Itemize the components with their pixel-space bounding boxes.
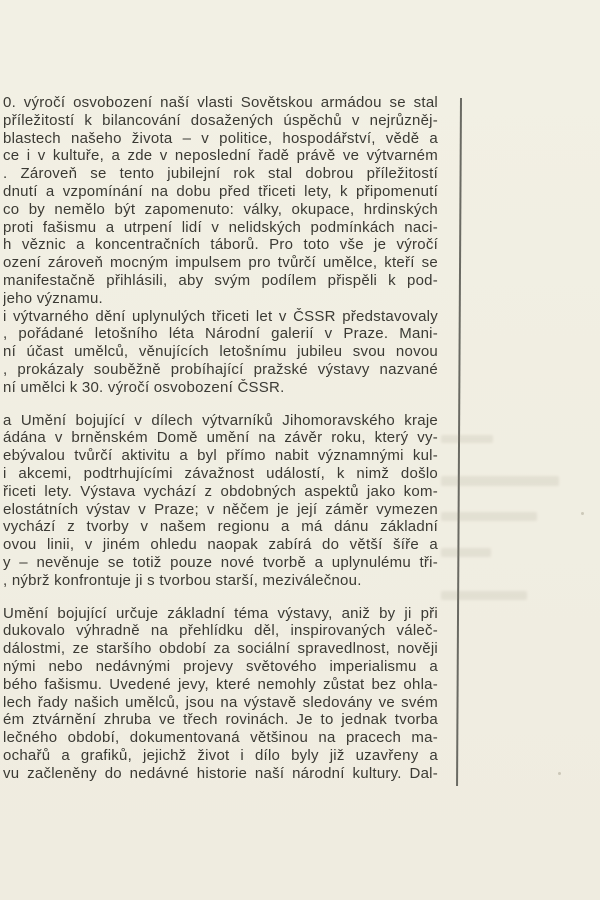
text-line: řiceti lety. Výstava vychází z obdobných aspektů jako kom-	[3, 482, 438, 500]
text-line: dukovalo výhradně na přehlídku děl, inspirovaných váleč-	[3, 622, 438, 640]
text-line: bého fašismu. Uvedené jevy, které nemohly zůstat bez ohla-	[3, 675, 438, 693]
text-line: 0. výročí osvobození naší vlasti Sovětskou armádou se stal	[3, 94, 438, 111]
text-line: ém ztvárnění zhruba ve třech rovinách. Je to jednak tvorba	[3, 711, 438, 729]
ghost-mark	[441, 591, 527, 600]
text-line: , pořádané letošního léta Národní galerií v Praze. Mani-	[3, 325, 438, 343]
text-line: jeho významu.	[3, 289, 103, 307]
text-line: co by nemělo být zapomenuto: války, okupace, hrdinských	[3, 200, 438, 218]
text-line: ovou linii, v jiném ohledu naopak zabírá do větší šíře a	[3, 536, 438, 554]
paragraph	[3, 605, 438, 783]
ghost-mark	[441, 476, 559, 486]
text-line: příležitostí k bilancování dosažených úspěchů v nejrůzněj-	[3, 111, 438, 129]
text-line: proti fašismu a utrpení lidí v nelidských podmínkách naci-	[3, 218, 438, 236]
text-line: i akcemi, podtrhujícími závažnost událostí, k nimž došlo	[3, 464, 438, 482]
ghost-mark	[441, 435, 493, 443]
text-line: y – nevěnuje se totiž pouze nové tvorbě a uplynulému tři-	[3, 553, 438, 571]
text-line: vychází z tvorby v našem regionu a má dánu základní	[3, 518, 438, 536]
text-line: ní účast umělců, věnujících letošnímu jubileu svou novou	[3, 343, 438, 361]
text-line: ochařů a grafiků, jejichž život i dílo byly již uzavřeny a	[3, 746, 438, 764]
text-line: manifestačně přihlásili, aby svým podílem přispěli k pod-	[3, 271, 438, 289]
text-line: lečného období, dokumentovaná většinou na pracech ma-	[3, 729, 438, 747]
text-line: Umění bojující určuje základní téma výstavy, aniž by ji při	[3, 604, 438, 622]
paper-speck	[581, 512, 584, 515]
paragraph	[3, 412, 438, 590]
text-line: ádána v brněnském Domě umění na závěr roku, který vy-	[3, 429, 438, 447]
ghost-mark	[441, 548, 491, 557]
ghost-mark	[441, 512, 537, 521]
text-line: vu začleněny do nedávné historie naší národní kultury. Dal-	[3, 764, 438, 782]
text-line: nými nebo nedávnými projevy světového imperialismu a	[3, 657, 438, 675]
text-line: a Umění bojující v dílech výtvarníků Jihomoravského kraje	[3, 411, 438, 429]
paper-speck	[558, 772, 561, 775]
paragraph	[3, 94, 438, 397]
text-line: lech řady našich umělců, jsou na výstavě sledovány ve svém	[3, 693, 438, 711]
text-line: ození zároveň mocným impulsem pro tvůrčí umělce, kteří se	[3, 254, 438, 272]
text-line: ce i v kultuře, a zde v neposlední řadě právě ve výtvarném	[3, 147, 438, 165]
text-line: dálostmi, ze staršího období za sociální spravedlnost, nověji	[3, 640, 438, 658]
text-line: elostátních výstav v Praze; v něčem je její záměr vymezen	[3, 500, 438, 518]
body-text	[3, 94, 438, 797]
text-line: ebývalou tvůrčí aktivitu a byl přímo nabit významnými kul-	[3, 447, 438, 465]
text-line: blastech našeho života – v politice, hospodářství, vědě a	[3, 129, 438, 147]
text-line: . Zároveň se tento jubilejní rok stal dobrou příležitostí	[3, 165, 438, 183]
text-line: , prokázaly souběžně probíhající pražské výstavy nazvané	[3, 360, 438, 378]
text-line: h věznic a koncentračních táborů. Pro toto vše je výročí	[3, 236, 438, 254]
text-line: , nýbrž konfrontuje ji s tvorbou starší, meziválečnou.	[3, 571, 362, 589]
text-line: dnutí a vzpomínání na dobu před třiceti lety, k připomenutí	[3, 182, 438, 200]
text-line: i výtvarného dění uplynulých třiceti let v ČSSR představovaly	[3, 307, 438, 325]
text-line: ní umělci k 30. výročí osvobození ČSSR.	[3, 378, 285, 396]
